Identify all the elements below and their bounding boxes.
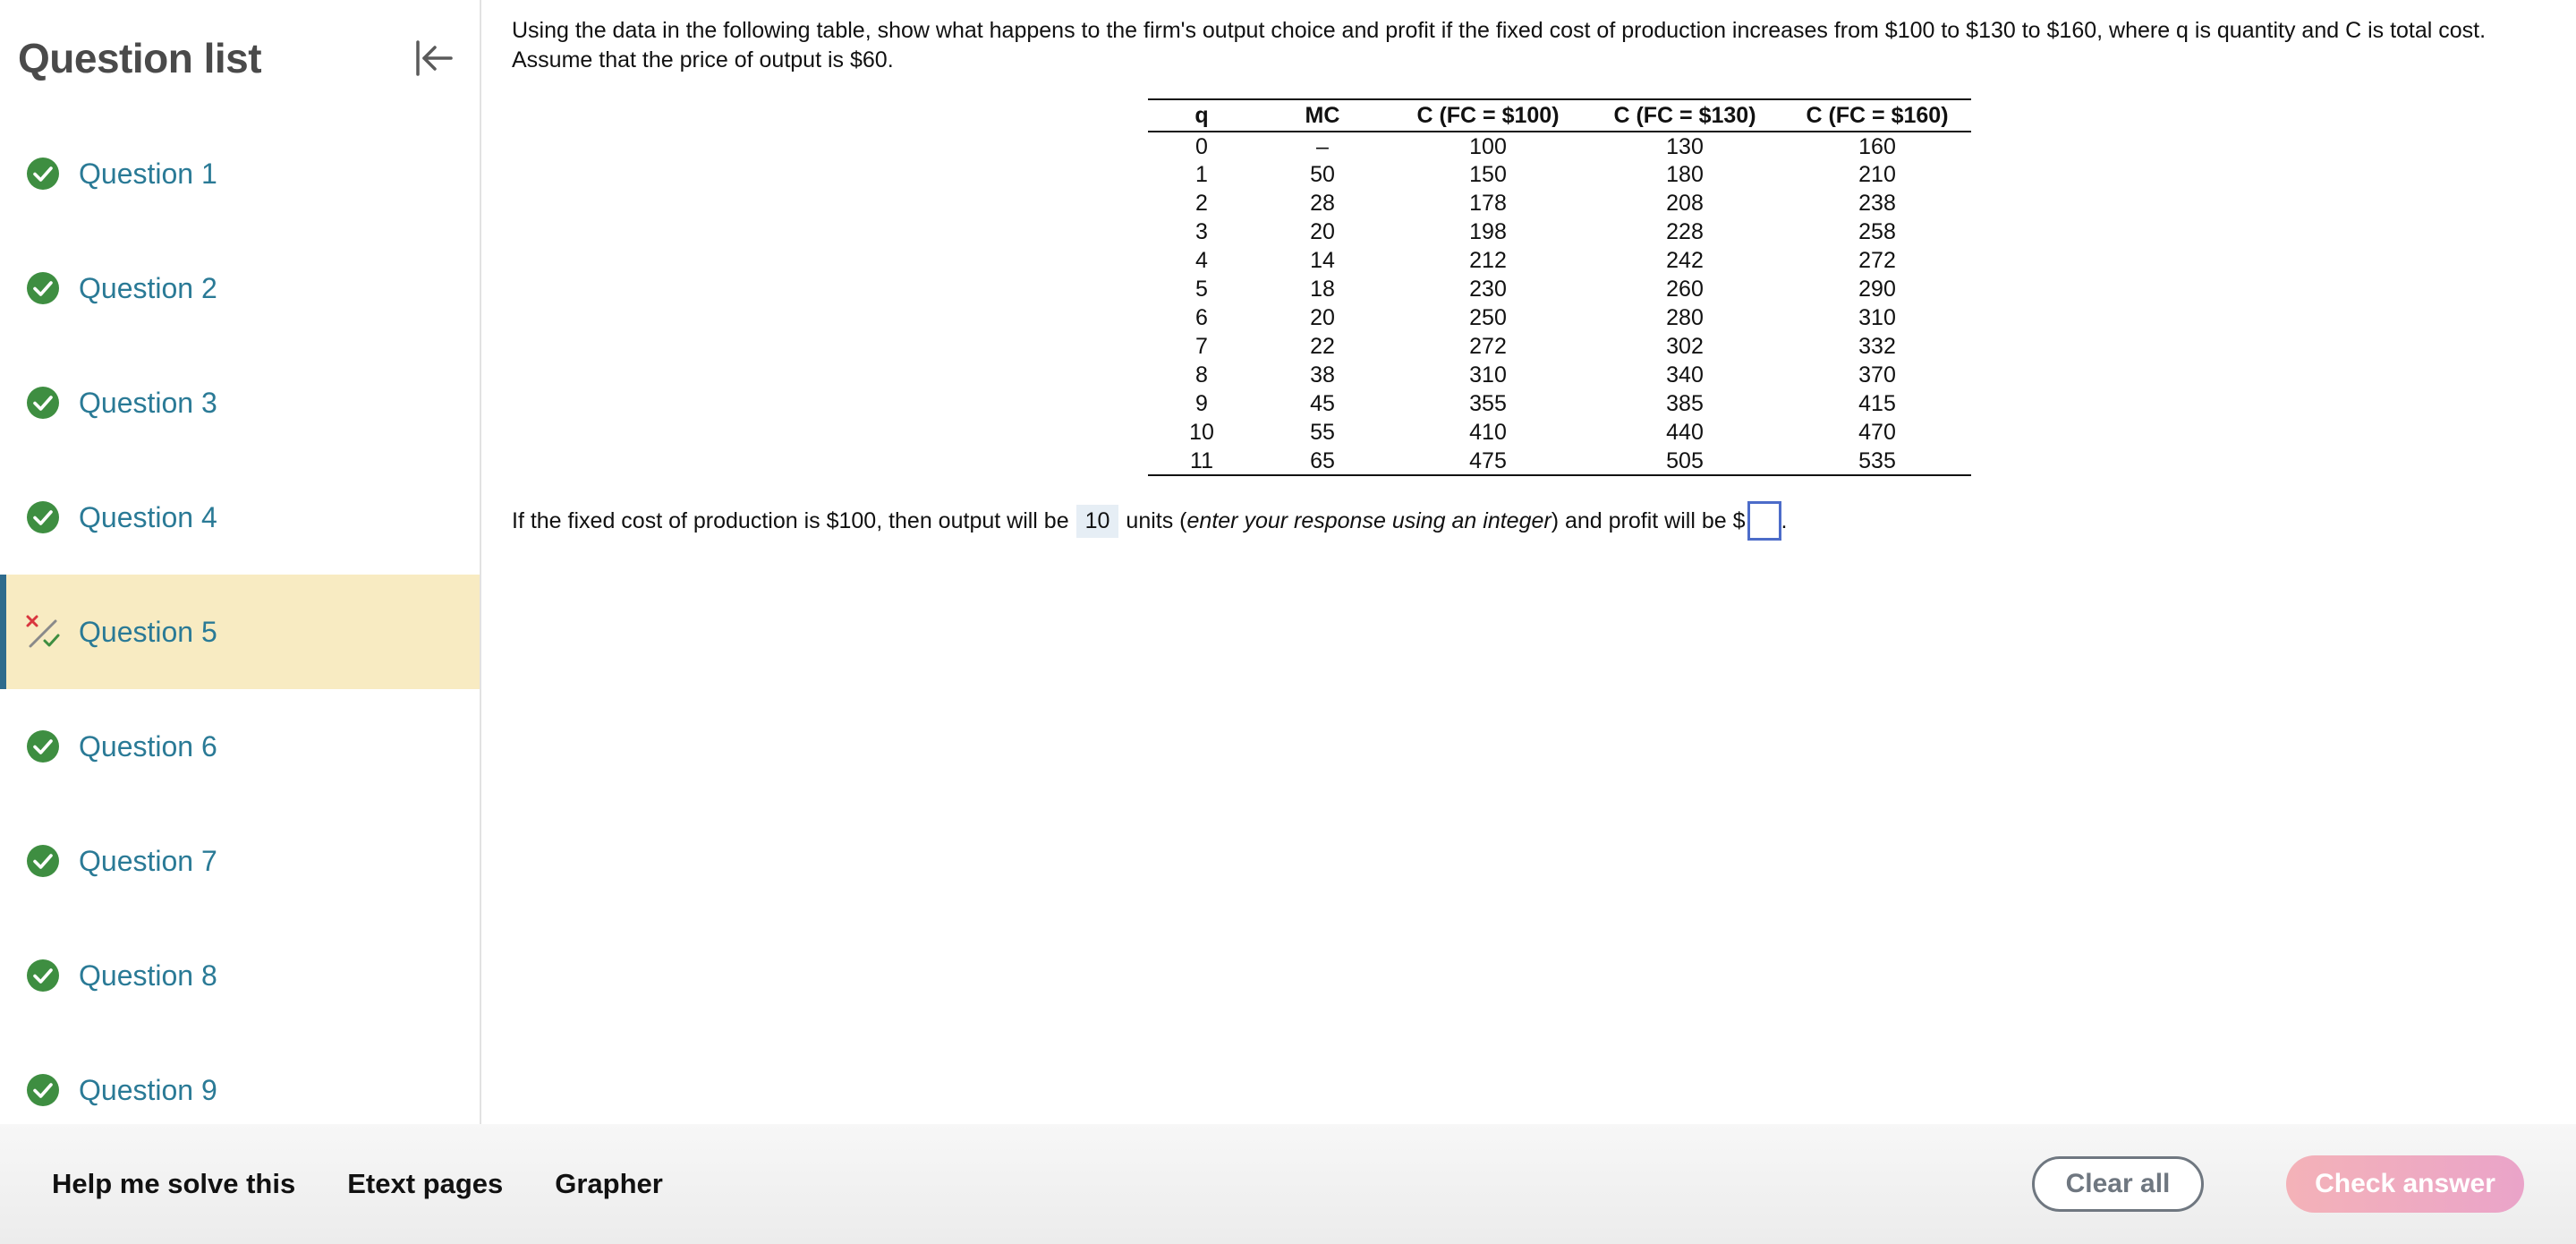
- cell-mc: 55: [1310, 420, 1335, 445]
- question-item-label: Question 6: [79, 729, 217, 763]
- question-item-2[interactable]: [0, 231, 480, 345]
- header-c-fc130: C (FC = $130): [1586, 99, 1783, 132]
- cell-c-fc100: 310: [1469, 362, 1507, 388]
- question-list-sidebar: [0, 0, 481, 1124]
- table-row: [1148, 447, 1971, 475]
- check-circle-icon: [25, 1072, 61, 1108]
- question-item-5[interactable]: [0, 575, 480, 689]
- sidebar-title: Question list: [18, 35, 262, 81]
- cost-table: [1148, 98, 1971, 476]
- table-body: [1148, 132, 1971, 475]
- question-item-label: Question 2: [79, 271, 217, 304]
- cell-c-fc100: 212: [1469, 248, 1507, 273]
- table-row: [1148, 389, 1971, 418]
- question-item-label: Question 8: [79, 959, 217, 992]
- cell-c-fc160: 258: [1858, 219, 1896, 244]
- cell-mc: 20: [1310, 305, 1335, 330]
- cell-q: 4: [1195, 248, 1208, 273]
- check-circle-icon: [25, 499, 61, 535]
- answer-hint: enter your response using an integer: [1186, 507, 1552, 533]
- check-circle-icon: [25, 958, 61, 993]
- table-row: [1148, 303, 1971, 332]
- table-row: [1148, 418, 1971, 447]
- question-item-3[interactable]: [0, 345, 480, 460]
- cell-c-fc160: 310: [1858, 305, 1896, 330]
- question-prompt: Using the data in the following table, show what happens to the firm's output choice and profit if the fixed cost of production increases from $100 to $130 to $160, where q is quantity and C is total cost. Assume that the price of output is $60.: [512, 18, 2487, 72]
- cell-mc: 65: [1255, 447, 1390, 475]
- cell-c-fc130: 505: [1586, 447, 1783, 475]
- sidebar-header: [0, 0, 480, 116]
- cost-table-container: [1148, 98, 1971, 476]
- header-c-fc100: C (FC = $100): [1390, 99, 1586, 132]
- cell-c-fc100: 475: [1390, 447, 1586, 475]
- table-row: [1148, 160, 1971, 189]
- question-item-label: Question 9: [79, 1073, 217, 1106]
- profit-input[interactable]: [1747, 501, 1781, 541]
- footer-toolbar: [0, 1124, 2576, 1244]
- collapse-left-icon: [412, 37, 455, 80]
- cell-c-fc160: 370: [1858, 362, 1896, 388]
- cell-c-fc130: 440: [1666, 420, 1704, 445]
- check-circle-icon: [25, 385, 61, 421]
- cell-c-fc100: 100: [1469, 133, 1507, 159]
- cell-c-fc130: 130: [1666, 133, 1704, 159]
- cell-mc: 14: [1310, 248, 1335, 273]
- cell-c-fc100: 272: [1469, 334, 1507, 359]
- cell-mc: 28: [1310, 191, 1335, 216]
- table-row: [1148, 132, 1971, 160]
- check-circle-icon: [25, 270, 61, 306]
- question-item-4[interactable]: [0, 460, 480, 575]
- check-circle-icon: [25, 729, 61, 764]
- question-item-7[interactable]: [0, 804, 480, 918]
- cell-c-fc100: 150: [1469, 162, 1507, 187]
- collapse-sidebar-button[interactable]: [406, 31, 460, 85]
- cell-q: 1: [1195, 162, 1208, 187]
- check-circle-icon: [25, 843, 61, 879]
- question-item-label: Question 1: [79, 157, 217, 190]
- cell-c-fc130: 385: [1666, 391, 1704, 416]
- help-me-solve-link[interactable]: Help me solve this: [52, 1168, 296, 1199]
- cell-c-fc130: 208: [1666, 191, 1704, 216]
- question-content: [483, 0, 2576, 1124]
- answer-text-part1: If the fixed cost of production is $100, then output will be: [512, 507, 1069, 533]
- check-circle-icon: [25, 156, 61, 192]
- cell-q: 9: [1195, 391, 1208, 416]
- table-row: [1148, 361, 1971, 389]
- cell-c-fc100: 178: [1469, 191, 1507, 216]
- question-item-label: Question 7: [79, 844, 217, 877]
- cell-mc: –: [1316, 133, 1329, 159]
- cell-c-fc130: 242: [1666, 248, 1704, 273]
- cell-mc: 45: [1310, 391, 1335, 416]
- table-row: [1148, 246, 1971, 275]
- cell-c-fc160: 210: [1858, 162, 1896, 187]
- cell-mc: 50: [1310, 162, 1335, 187]
- cell-c-fc160: 535: [1783, 447, 1971, 475]
- cell-c-fc130: 228: [1666, 219, 1704, 244]
- cell-q: 11: [1148, 447, 1255, 475]
- question-item-8[interactable]: [0, 918, 480, 1033]
- clear-all-button[interactable]: Clear all: [2032, 1156, 2204, 1212]
- answer-line: [512, 501, 2537, 541]
- table-row: [1148, 189, 1971, 217]
- cell-c-fc100: 410: [1469, 420, 1507, 445]
- output-answer-field[interactable]: 10: [1076, 505, 1119, 538]
- cell-mc: 22: [1310, 334, 1335, 359]
- cell-q: 5: [1195, 277, 1208, 302]
- table-row: [1148, 217, 1971, 246]
- question-item-1[interactable]: [0, 116, 480, 231]
- question-item-6[interactable]: [0, 689, 480, 804]
- table-row: [1148, 332, 1971, 361]
- cell-q: 0: [1195, 133, 1208, 159]
- question-item-label: Question 3: [79, 386, 217, 419]
- cell-c-fc130: 280: [1666, 305, 1704, 330]
- cell-c-fc100: 230: [1469, 277, 1507, 302]
- header-mc: MC: [1255, 99, 1390, 132]
- table-header-row: [1148, 99, 1971, 132]
- cell-mc: 18: [1310, 277, 1335, 302]
- cell-c-fc100: 250: [1469, 305, 1507, 330]
- header-c-fc160: C (FC = $160): [1783, 99, 1971, 132]
- cell-c-fc160: 470: [1858, 420, 1896, 445]
- check-answer-button[interactable]: Check answer: [2286, 1155, 2524, 1213]
- cell-c-fc100: 198: [1469, 219, 1507, 244]
- cell-q: 7: [1195, 334, 1208, 359]
- etext-pages-link[interactable]: Etext pages: [347, 1168, 504, 1199]
- question-list: [0, 116, 480, 1147]
- answer-text-part2: units (: [1126, 507, 1187, 533]
- cell-c-fc160: 415: [1858, 391, 1896, 416]
- cell-q: 10: [1189, 420, 1214, 445]
- cell-c-fc160: 272: [1858, 248, 1896, 273]
- cell-c-fc130: 180: [1666, 162, 1704, 187]
- cell-c-fc100: 355: [1469, 391, 1507, 416]
- answer-text-end: .: [1781, 507, 1788, 533]
- cell-c-fc160: 160: [1858, 133, 1896, 159]
- cell-c-fc130: 340: [1666, 362, 1704, 388]
- cell-c-fc160: 332: [1858, 334, 1896, 359]
- cell-mc: 38: [1310, 362, 1335, 388]
- cell-c-fc160: 290: [1858, 277, 1896, 302]
- cell-c-fc130: 260: [1666, 277, 1704, 302]
- cell-q: 3: [1195, 219, 1208, 244]
- partial-credit-icon: [25, 614, 61, 650]
- cell-c-fc160: 238: [1858, 191, 1896, 216]
- header-q: q: [1148, 99, 1255, 132]
- cell-q: 2: [1195, 191, 1208, 216]
- table-row: [1148, 275, 1971, 303]
- cell-q: 6: [1195, 305, 1208, 330]
- question-item-label: Question 4: [79, 500, 217, 533]
- question-item-label: Question 5: [79, 615, 217, 648]
- cell-c-fc130: 302: [1666, 334, 1704, 359]
- cell-q: 8: [1195, 362, 1208, 388]
- grapher-link[interactable]: Grapher: [555, 1168, 663, 1199]
- answer-text-part3: ) and profit will be $: [1551, 507, 1746, 533]
- cell-mc: 20: [1310, 219, 1335, 244]
